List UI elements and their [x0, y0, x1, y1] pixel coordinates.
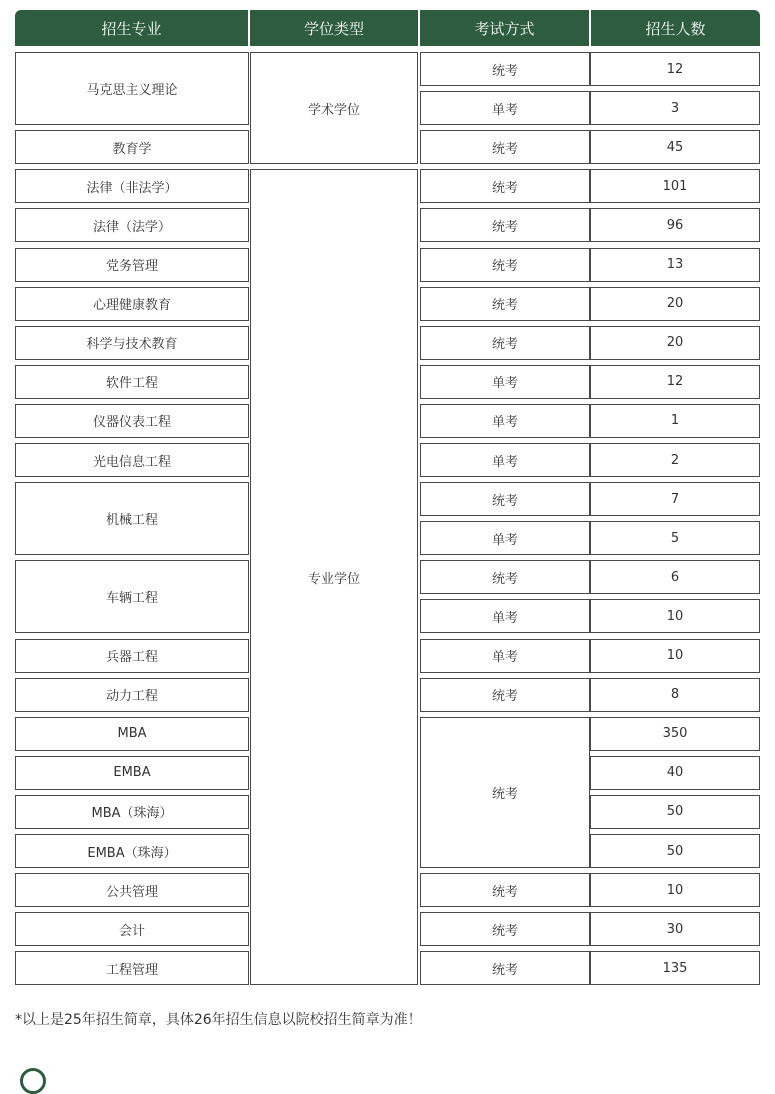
- exam-mode-cell: 单考: [420, 404, 590, 438]
- enrollment-count-cell: 30: [590, 912, 760, 946]
- exam-mode-cell: 统考: [420, 912, 590, 946]
- exam-mode-cell: 单考: [420, 639, 590, 673]
- exam-mode-cell: 统考: [420, 130, 590, 164]
- major-cell: MBA（珠海）: [15, 795, 249, 829]
- exam-mode-cell: 单考: [420, 365, 590, 399]
- enrollment-count-cell: 10: [590, 639, 760, 673]
- major-cell: 软件工程: [15, 365, 249, 399]
- exam-mode-cell: 统考: [420, 482, 590, 516]
- enrollment-count-cell: 350: [590, 717, 760, 751]
- header-enrollment: 招生人数: [591, 10, 760, 46]
- header-degree-type: 学位类型: [250, 10, 418, 46]
- major-cell: 心理健康教育: [15, 287, 249, 321]
- major-cell: 动力工程: [15, 678, 249, 712]
- enrollment-count-cell: 10: [590, 599, 760, 633]
- exam-mode-cell: 统考: [420, 169, 590, 203]
- major-cell: EMBA: [15, 756, 249, 790]
- exam-mode-cell: 统考: [420, 717, 590, 868]
- major-cell: 马克思主义理论: [15, 52, 249, 125]
- enrollment-count-cell: 12: [590, 365, 760, 399]
- major-cell: EMBA（珠海）: [15, 834, 249, 868]
- logo-circle-icon: [20, 1068, 46, 1094]
- major-cell: 公共管理: [15, 873, 249, 907]
- enrollment-count-cell: 1: [590, 404, 760, 438]
- major-cell: 法律（非法学）: [15, 169, 249, 203]
- enrollment-count-cell: 101: [590, 169, 760, 203]
- enrollment-count-cell: 96: [590, 208, 760, 242]
- major-cell: 教育学: [15, 130, 249, 164]
- exam-mode-cell: 统考: [420, 326, 590, 360]
- enrollment-count-cell: 3: [590, 91, 760, 125]
- table-header: [15, 10, 760, 46]
- enrollment-count-cell: 8: [590, 678, 760, 712]
- exam-mode-cell: 统考: [420, 560, 590, 594]
- exam-mode-cell: 统考: [420, 873, 590, 907]
- exam-mode-cell: 统考: [420, 52, 590, 86]
- exam-mode-cell: 单考: [420, 599, 590, 633]
- major-cell: 工程管理: [15, 951, 249, 985]
- enrollment-count-cell: 5: [590, 521, 760, 555]
- major-cell: 会计: [15, 912, 249, 946]
- header-exam-mode: 考试方式: [420, 10, 589, 46]
- enrollment-count-cell: 6: [590, 560, 760, 594]
- enrollment-count-cell: 12: [590, 52, 760, 86]
- major-cell: MBA: [15, 717, 249, 751]
- enrollment-count-cell: 50: [590, 795, 760, 829]
- enrollment-count-cell: 13: [590, 248, 760, 282]
- major-cell: 机械工程: [15, 482, 249, 555]
- degree-type-cell: 学术学位: [250, 52, 418, 164]
- major-cell: 光电信息工程: [15, 443, 249, 477]
- enrollment-count-cell: 45: [590, 130, 760, 164]
- enrollment-count-cell: 135: [590, 951, 760, 985]
- footnote: *以上是25年招生简章，具体26年招生信息以院校招生简章为准！: [15, 1012, 422, 1028]
- exam-mode-cell: 统考: [420, 248, 590, 282]
- enrollment-count-cell: 10: [590, 873, 760, 907]
- exam-mode-cell: 统考: [420, 287, 590, 321]
- exam-mode-cell: 统考: [420, 951, 590, 985]
- major-cell: 车辆工程: [15, 560, 249, 633]
- exam-mode-cell: 统考: [420, 678, 590, 712]
- enrollment-count-cell: 2: [590, 443, 760, 477]
- major-cell: 党务管理: [15, 248, 249, 282]
- exam-mode-cell: 单考: [420, 91, 590, 125]
- major-cell: 兵器工程: [15, 639, 249, 673]
- major-cell: 法律（法学）: [15, 208, 249, 242]
- enrollment-count-cell: 20: [590, 287, 760, 321]
- major-cell: 仪器仪表工程: [15, 404, 249, 438]
- major-cell: 科学与技术教育: [15, 326, 249, 360]
- enrollment-count-cell: 50: [590, 834, 760, 868]
- exam-mode-cell: 单考: [420, 521, 590, 555]
- exam-mode-cell: 统考: [420, 208, 590, 242]
- enrollment-count-cell: 20: [590, 326, 760, 360]
- enrollment-count-cell: 40: [590, 756, 760, 790]
- header-major: 招生专业: [15, 10, 248, 46]
- degree-type-cell: 专业学位: [250, 169, 418, 985]
- enrollment-count-cell: 7: [590, 482, 760, 516]
- exam-mode-cell: 单考: [420, 443, 590, 477]
